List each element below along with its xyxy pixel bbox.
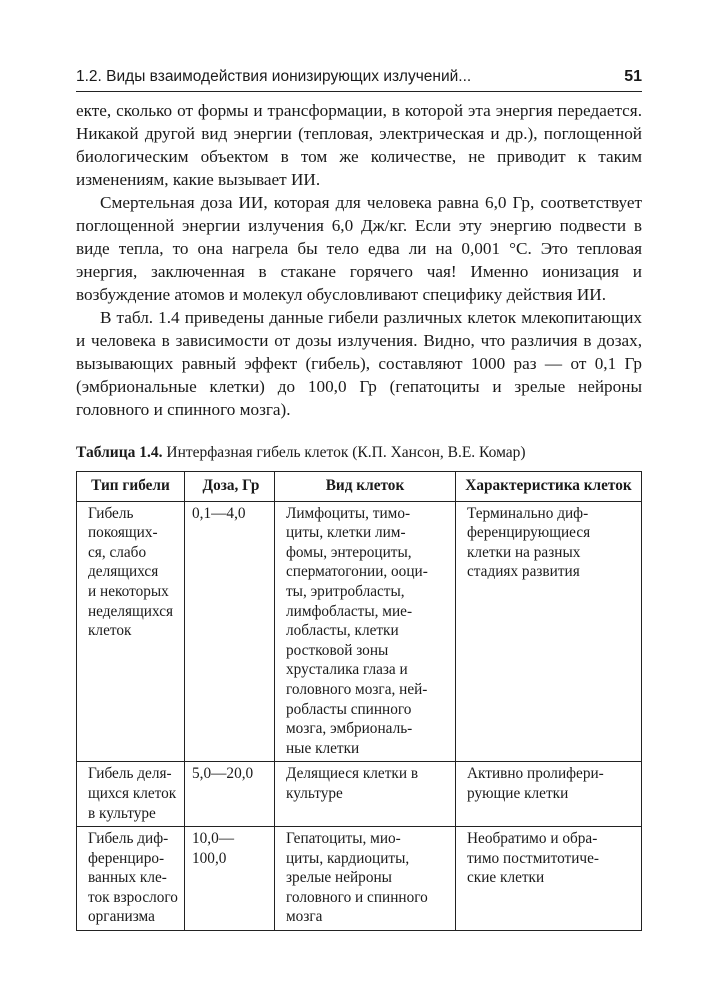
cell-characteristic (456, 762, 642, 827)
cell-line: культуре (286, 784, 343, 802)
paragraph: екте, сколько от формы и трансформации, в которой эта энергия передается. Никакой другой вид энергии (тепловая, электрическая и др.), поглощенной биологическим объектом в том же количестве, не приводит к таким изменениям, какие вызывает ИИ. (76, 101, 642, 189)
cell-line: щихся клеток (88, 784, 177, 802)
cell-line: неделящихся (88, 602, 174, 620)
cell-line: покоящих- (88, 524, 158, 542)
cell-line: делящихся (88, 563, 159, 581)
cell-line: ные клетки (286, 739, 360, 757)
cell-line: тимо постмитотиче- (467, 849, 599, 867)
table-row (77, 762, 642, 827)
cell-line: клетки на разных (467, 543, 581, 561)
cell-line: ванных кле- (88, 869, 167, 887)
cell-line: рующие клетки (467, 784, 569, 802)
cell-line: Делящиеся клетки в (286, 765, 419, 783)
cell-line: головного и спинного (286, 888, 428, 906)
page-number: 51 (624, 68, 642, 85)
paragraph: Смертельная доза ИИ, которая для человека равна 6,0 Гр, соответствует поглощенной энергии излучения 6,0 Дж/кг. Если эту энергию подвести в виде тепла, то она нагрела бы тело едва ли на 0,001 °С. Это тепловая энергия, заключенная в стакане горячего чая! Именно ионизация и возбуждение атомов и молекул обусловливают специфику действия ИИ. (76, 193, 642, 304)
paragraph: В табл. 1.4 приведены данные гибели различных клеток млекопитающих и человека в зависимости от дозы излучения. Видно, что различия в дозах, вызывающих равный эффект (гибель), составляют 1000 раз — от 0,1 Гр (эмбриональные клетки) до 100,0 Гр (гепатоциты и зрелые нейроны головного и спинного мозга). (76, 308, 642, 419)
body-text (76, 99, 642, 421)
cell-line: Гибель (88, 504, 134, 522)
cell-line: Терминально диф- (467, 504, 589, 522)
column-header-dose: Доза, Гр (185, 472, 275, 502)
cell-dose (185, 762, 275, 827)
cell-line: в культуре (88, 804, 156, 822)
cell-characteristic (456, 827, 642, 931)
cell-line: циты, клетки лим- (286, 524, 406, 542)
table-caption-text: Интерфазная гибель клеток (К.П. Хансон, В.Е. Комар) (162, 444, 526, 461)
cell-type (77, 762, 185, 827)
cell-line: ток взрослого (88, 888, 178, 906)
cell-cells (275, 501, 456, 762)
cell-line: Гепатоциты, мио- (286, 830, 401, 848)
cell-line: ростковой зоны (286, 641, 389, 659)
cell-line: клеток (88, 622, 132, 640)
cell-line: лобласты, клетки (286, 622, 399, 640)
cell-line: фомы, энтероциты, (286, 543, 412, 561)
cell-line: мозга (286, 908, 323, 926)
cell-line: стадиях развития (467, 563, 580, 581)
cell-dose (185, 501, 275, 762)
cell-line: хрусталика глаза и (286, 661, 408, 679)
cell-line: головного мозга, ней- (286, 680, 428, 698)
table-body (77, 501, 642, 930)
table-row (77, 501, 642, 762)
column-header-cells: Вид клеток (275, 472, 456, 502)
table-row (77, 827, 642, 931)
cell-cells (275, 762, 456, 827)
cell-line: организма (88, 908, 155, 926)
cell-line: ференцирующиеся (467, 524, 591, 542)
cell-type (77, 827, 185, 931)
cell-line: ты, эритробласты, (286, 582, 405, 600)
section-title: 1.2. Виды взаимодействия ионизирующих излучений... (76, 68, 472, 85)
cell-line: 0,1—4,0 (192, 504, 246, 522)
cell-type (77, 501, 185, 762)
cell-cells (275, 827, 456, 931)
cell-line: 10,0—100,0 (192, 830, 235, 867)
running-header (76, 62, 642, 92)
table-header-row (77, 472, 642, 502)
cell-line: Активно пролифери- (467, 765, 604, 783)
cell-characteristic (456, 501, 642, 762)
cell-line: Необратимо и обра- (467, 830, 598, 848)
cell-line: робласты спинного (286, 700, 412, 718)
cell-line: ференциро- (88, 849, 165, 867)
cell-line: 5,0—20,0 (192, 765, 254, 783)
table-caption (76, 443, 642, 463)
cell-line: ся, слабо (88, 543, 147, 561)
cell-line: Лимфоциты, тимо- (286, 504, 411, 522)
cell-line: циты, кардиоциты, (286, 849, 410, 867)
cell-line: Гибель диф- (88, 830, 169, 848)
cell-line: ские клетки (467, 869, 545, 887)
cell-line: мозга, эмбриональ- (286, 720, 413, 738)
cell-line: сперматогонии, ооци- (286, 563, 428, 581)
book-page (76, 62, 642, 931)
table-caption-label: Таблица 1.4. (76, 444, 163, 461)
column-header-characteristic: Характеристика клеток (456, 472, 642, 502)
column-header-type: Тип гибели (77, 472, 185, 502)
cell-line: Гибель деля- (88, 765, 172, 783)
cell-line: лимфобласты, мие- (286, 602, 413, 620)
cell-line: зрелые нейроны (286, 869, 392, 887)
cell-line: и некоторых (88, 582, 169, 600)
cell-dose (185, 827, 275, 931)
cell-death-table (76, 471, 642, 931)
